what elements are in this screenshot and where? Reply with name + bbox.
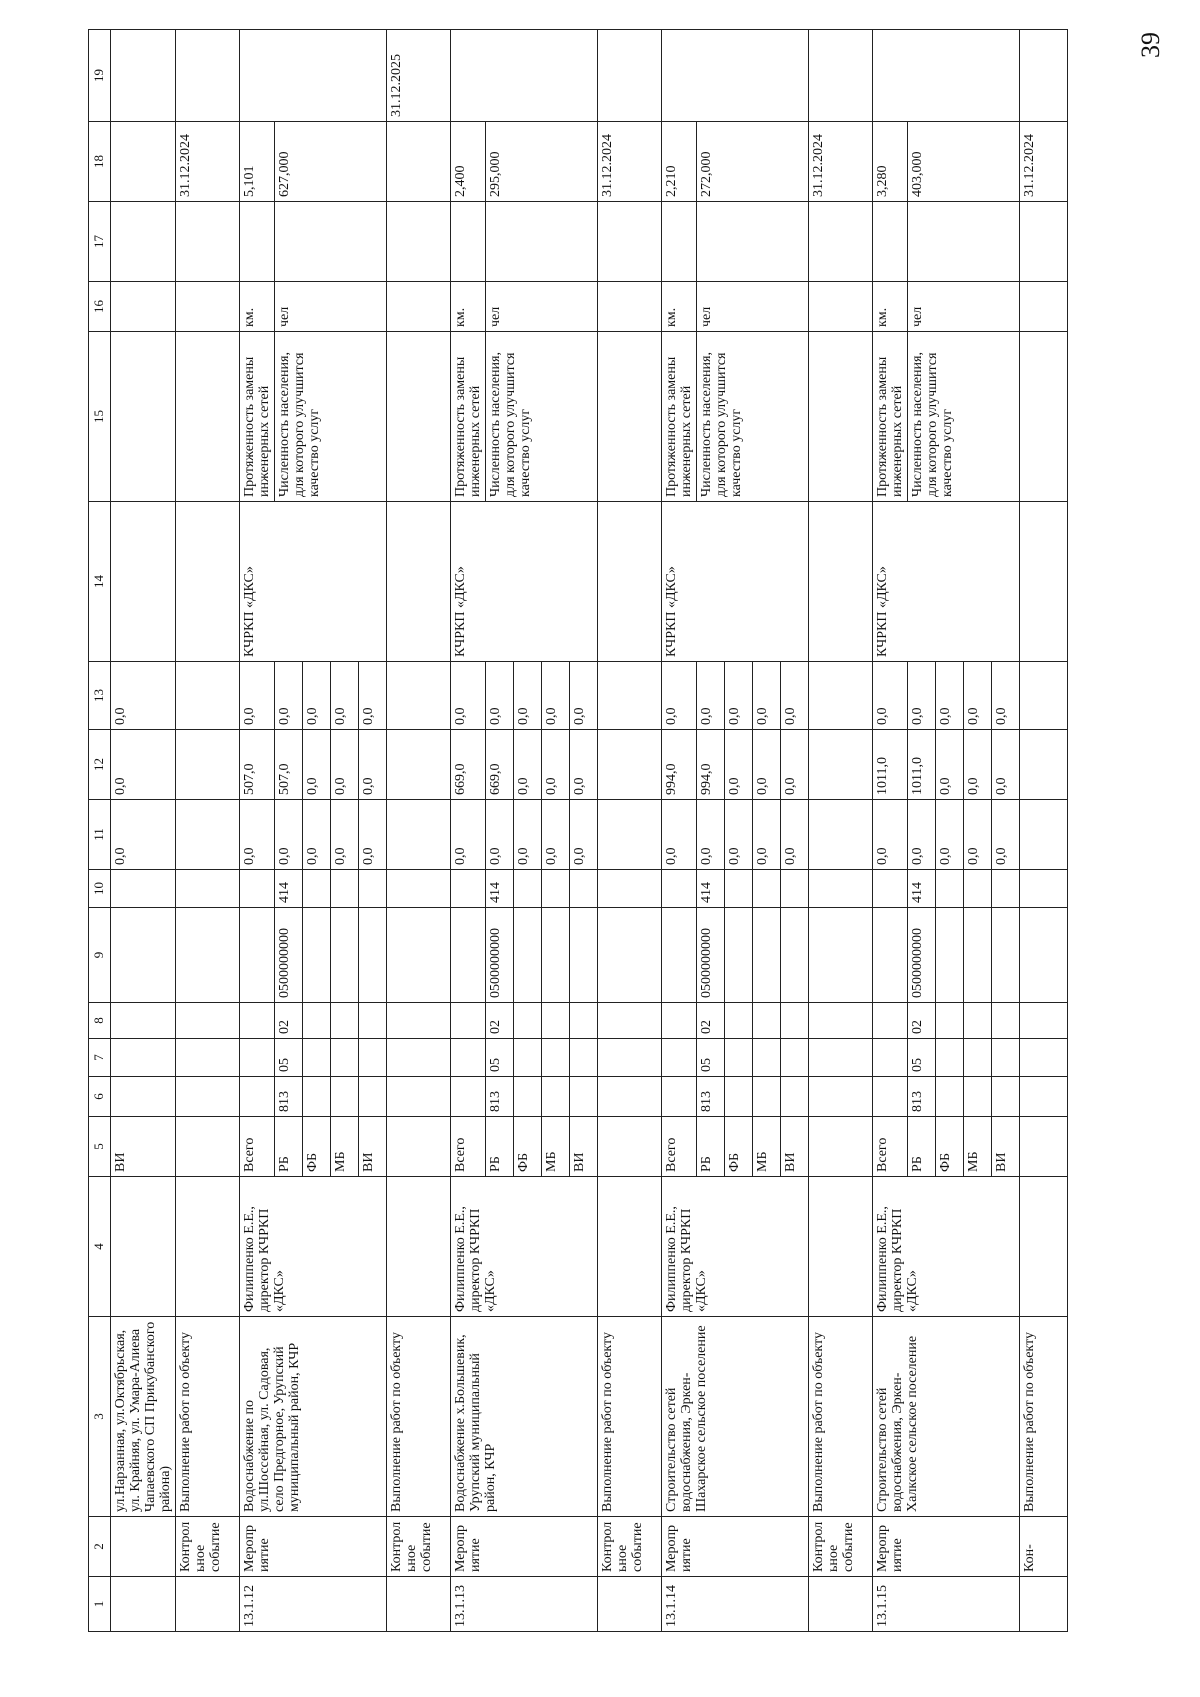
event-text: Выполнение работ по объекту — [598, 1317, 662, 1517]
measure-executor: Филиппенко Е.Е., директор КЧРКП «ДКС» — [662, 1177, 809, 1317]
budget-code-c8 — [662, 1003, 697, 1039]
indicator-name: Протяженность замены инженерных сетей — [451, 332, 486, 502]
budget-code-c7 — [753, 1039, 781, 1077]
value-cell: 0,0 — [662, 800, 697, 870]
value-cell: 0,0 — [873, 662, 908, 730]
indicator-value: 2,210 — [662, 122, 697, 202]
budget-code-c9 — [451, 908, 486, 1003]
control-event-row — [387, 30, 451, 1632]
budget-code-c6: 813 — [908, 1077, 936, 1117]
funding-source: ФБ — [514, 1117, 542, 1177]
col-head: 10 — [89, 870, 111, 908]
value-cell: 0,0 — [964, 730, 992, 800]
budget-code-c9 — [514, 908, 542, 1003]
event-date: 31.12.2024 — [598, 122, 662, 202]
budget-code-c10: 414 — [486, 870, 514, 908]
budget-code-c6 — [303, 1077, 331, 1117]
value-cell: 507,0 — [275, 730, 303, 800]
budget-code-c6: 813 — [697, 1077, 725, 1117]
value-cell: 669,0 — [451, 730, 486, 800]
event-date — [387, 122, 451, 202]
budget-code-c10 — [514, 870, 542, 908]
event-text: Выполнение работ по объекту — [1020, 1317, 1068, 1517]
event-date-col19 — [598, 30, 662, 122]
column-number-row — [89, 30, 111, 1632]
event-date: 31.12.2024 — [809, 122, 873, 202]
budget-code-c8 — [359, 1003, 387, 1039]
budget-code-c10 — [542, 870, 570, 908]
budget-code-c8 — [514, 1003, 542, 1039]
budget-code-c8 — [303, 1003, 331, 1039]
value-cell: 507,0 — [240, 730, 275, 800]
funding-source: ВИ — [570, 1117, 598, 1177]
budget-code-c6 — [514, 1077, 542, 1117]
value-cell: 0,0 — [359, 662, 387, 730]
indicator-value: 295,000 — [486, 122, 598, 202]
funding-source: ФБ — [303, 1117, 331, 1177]
budget-code-c9 — [240, 908, 275, 1003]
budget-code-c7 — [514, 1039, 542, 1077]
value-cell: 0,0 — [753, 662, 781, 730]
col-head: 15 — [89, 332, 111, 502]
contractor: КЧРКП «ДКС» — [451, 502, 598, 662]
budget-code-c10: 414 — [697, 870, 725, 908]
budget-code-c10 — [331, 870, 359, 908]
measure-name: Строительство сетей водоснабжения, Эркен-Шахарское сельское поселение — [662, 1317, 809, 1517]
measure-name: Строительство сетей водоснабжения, Эркен-Халкское сельское поселение — [873, 1317, 1020, 1517]
budget-code-c7 — [964, 1039, 992, 1077]
budget-code-c9 — [873, 908, 908, 1003]
budget-code-c7 — [992, 1039, 1020, 1077]
col-head: 18 — [89, 122, 111, 202]
col-head: 17 — [89, 202, 111, 282]
budget-code-c8 — [873, 1003, 908, 1039]
value-cell: 0,0 — [936, 800, 964, 870]
budget-code-c9 — [331, 908, 359, 1003]
value-cell: 0,0 — [514, 800, 542, 870]
value-cell: 0,0 — [303, 800, 331, 870]
budget-code-c6 — [873, 1077, 908, 1117]
value-cell: 0,0 — [781, 662, 809, 730]
indicator-value: 5,101 — [240, 122, 275, 202]
budget-code-c8 — [753, 1003, 781, 1039]
value-cell: 0,0 — [992, 730, 1020, 800]
budget-code-c8 — [570, 1003, 598, 1039]
col-head: 14 — [89, 502, 111, 662]
value-cell: 0,0 — [570, 662, 598, 730]
value-cell: 0,0 — [725, 662, 753, 730]
budget-code-c6 — [781, 1077, 809, 1117]
budget-code-c8 — [964, 1003, 992, 1039]
budget-code-c9 — [359, 908, 387, 1003]
value-cell: 0,0 — [753, 730, 781, 800]
object-address: ул.Нарзанная, ул.Октябрьская, ул. Крайняя, ул. Умара-Алиева Чапаевского СП Прикубанского района) — [111, 1317, 176, 1517]
value-cell: 0,0 — [331, 730, 359, 800]
value-cell: 0,0 — [936, 730, 964, 800]
budget-code-c6 — [725, 1077, 753, 1117]
indicator-unit: чел — [275, 282, 387, 332]
budget-code-c6 — [662, 1077, 697, 1117]
budget-code-c6 — [992, 1077, 1020, 1117]
measure-kind: Мероприятие — [873, 1517, 1020, 1577]
col-head: 13 — [89, 662, 111, 730]
funding-source: МБ — [964, 1117, 992, 1177]
budget-code-c8 — [936, 1003, 964, 1039]
value-cell: 0,0 — [486, 662, 514, 730]
funding-source: ВИ — [992, 1117, 1020, 1177]
budget-code-c7 — [781, 1039, 809, 1077]
funding-source: МБ — [542, 1117, 570, 1177]
value-cell: 0,0 — [331, 800, 359, 870]
budget-code-c7 — [936, 1039, 964, 1077]
budget-code-c9 — [725, 908, 753, 1003]
value-cell: 669,0 — [486, 730, 514, 800]
budget-code-c6 — [542, 1077, 570, 1117]
value-cell: 0,0 — [303, 662, 331, 730]
page-number: 39 — [1136, 32, 1165, 58]
budget-code-c8 — [240, 1003, 275, 1039]
event-text: Выполнение работ по объекту — [809, 1317, 873, 1517]
value-cell: 0,0 — [451, 662, 486, 730]
value-cell: 0,0 — [753, 800, 781, 870]
value-cell: 0,0 — [570, 730, 598, 800]
budget-code-c8 — [781, 1003, 809, 1039]
indicator-name: Протяженность замены инженерных сетей — [873, 332, 908, 502]
budget-code-c10 — [451, 870, 486, 908]
measure-kind: Мероприятие — [240, 1517, 387, 1577]
budget-code-c8 — [451, 1003, 486, 1039]
budget-code-c6 — [570, 1077, 598, 1117]
budget-code-c7 — [570, 1039, 598, 1077]
measure-name: Водоснабжение по ул.Шоссейная, ул. Садовая, село Предгорное, Урупский муниципальный район, КЧР — [240, 1317, 387, 1517]
budget-code-c9: 0500000000 — [908, 908, 936, 1003]
budget-code-c7 — [303, 1039, 331, 1077]
budget-code-c6 — [753, 1077, 781, 1117]
contractor: КЧРКП «ДКС» — [873, 502, 1020, 662]
budget-code-c7: 05 — [908, 1039, 936, 1077]
value-cell: 994,0 — [662, 730, 697, 800]
budget-code-c10 — [992, 870, 1020, 908]
budget-code-c10 — [725, 870, 753, 908]
indicator-name: Численность населения, для которого улучшится качество услуг — [275, 332, 387, 502]
funding-source: ВИ — [781, 1117, 809, 1177]
budget-code-c8 — [331, 1003, 359, 1039]
event-date-col19 — [809, 30, 873, 122]
col-head: 8 — [89, 1003, 111, 1039]
indicator-unit: чел — [697, 282, 809, 332]
budget-code-c10 — [570, 870, 598, 908]
budget-code-c8: 02 — [486, 1003, 514, 1039]
plan-table — [88, 29, 1068, 1632]
budget-code-c7 — [359, 1039, 387, 1077]
col-head: 4 — [89, 1177, 111, 1317]
value-cell: 0,0 — [908, 662, 936, 730]
budget-code-c10 — [240, 870, 275, 908]
budget-code-c7 — [240, 1039, 275, 1077]
budget-code-c7 — [451, 1039, 486, 1077]
value-cell: 0,0 — [725, 800, 753, 870]
budget-code-c10 — [873, 870, 908, 908]
budget-code-c8 — [992, 1003, 1020, 1039]
value-cell: 0,0 — [570, 800, 598, 870]
col-head: 7 — [89, 1039, 111, 1077]
col-head: 16 — [89, 282, 111, 332]
value-cell: 0,0 — [873, 800, 908, 870]
indicator-unit: км. — [662, 282, 697, 332]
value-cell: 0,0 — [697, 800, 725, 870]
budget-code-c9 — [753, 908, 781, 1003]
budget-code-c8 — [725, 1003, 753, 1039]
value-cell: 0,0 — [542, 662, 570, 730]
indicator-value: 2,400 — [451, 122, 486, 202]
indicator-name: Численность населения, для которого улучшится качество услуг — [697, 332, 809, 502]
budget-code-c10 — [753, 870, 781, 908]
funding-source: Всего — [873, 1117, 908, 1177]
indicator-value: 627,000 — [275, 122, 387, 202]
control-event-row — [598, 30, 662, 1632]
col-head: 1 — [89, 1577, 111, 1632]
budget-code-c7 — [331, 1039, 359, 1077]
budget-code-c9 — [964, 908, 992, 1003]
value-cell: 0,0 — [781, 730, 809, 800]
value-cell: 0,0 — [111, 662, 176, 730]
budget-code-c9: 0500000000 — [486, 908, 514, 1003]
value-cell: 0,0 — [781, 800, 809, 870]
measure-row — [662, 30, 697, 1632]
measure-row — [451, 30, 486, 1632]
budget-code-c10: 414 — [908, 870, 936, 908]
indicator-unit: км. — [451, 282, 486, 332]
budget-code-c9 — [992, 908, 1020, 1003]
rotated-page-content — [88, 40, 1138, 1632]
budget-code-c9 — [542, 908, 570, 1003]
budget-code-c6 — [359, 1077, 387, 1117]
value-cell: 1011,0 — [908, 730, 936, 800]
event-kind: Контрольное событие — [809, 1517, 873, 1577]
event-date-col19: 31.12.2025 — [387, 30, 451, 122]
value-cell: 0,0 — [725, 730, 753, 800]
value-cell: 0,0 — [451, 800, 486, 870]
funding-source: МБ — [331, 1117, 359, 1177]
budget-code-c7 — [873, 1039, 908, 1077]
measure-name: Водоснабжение х.Большевик, Урупский муниципальный район, КЧР — [451, 1317, 598, 1517]
measure-number: 13.1.15 — [873, 1577, 1020, 1632]
value-cell: 0,0 — [992, 800, 1020, 870]
value-cell: 0,0 — [359, 730, 387, 800]
budget-code-c7 — [542, 1039, 570, 1077]
budget-code-c10 — [964, 870, 992, 908]
budget-code-c8: 02 — [275, 1003, 303, 1039]
budget-code-c6 — [331, 1077, 359, 1117]
funding-source: ФБ — [725, 1117, 753, 1177]
value-cell: 0,0 — [275, 662, 303, 730]
event-date-col19 — [176, 30, 240, 122]
value-cell: 0,0 — [359, 800, 387, 870]
value-cell: 994,0 — [697, 730, 725, 800]
funding-source: Всего — [240, 1117, 275, 1177]
measure-row — [873, 30, 908, 1632]
measure-kind: Мероприятие — [451, 1517, 598, 1577]
value-cell: 0,0 — [964, 662, 992, 730]
funding-source: РБ — [275, 1117, 303, 1177]
indicator-name: Численность населения, для которого улучшится качество услуг — [486, 332, 598, 502]
budget-code-c8: 02 — [908, 1003, 936, 1039]
control-event-row — [1020, 30, 1068, 1632]
budget-code-c7: 05 — [275, 1039, 303, 1077]
budget-code-c6 — [240, 1077, 275, 1117]
col-head: 9 — [89, 908, 111, 1003]
funding-source: ФБ — [936, 1117, 964, 1177]
funding-source: РБ — [697, 1117, 725, 1177]
event-text: Выполнение работ по объекту — [176, 1317, 240, 1517]
event-text: Выполнение работ по объекту — [387, 1317, 451, 1517]
measure-executor: Филиппенко Е.Е., директор КЧРКП «ДКС» — [240, 1177, 387, 1317]
indicator-value: 3,280 — [873, 122, 908, 202]
budget-code-c9 — [781, 908, 809, 1003]
event-date: 31.12.2024 — [1020, 122, 1068, 202]
indicator-name: Численность населения, для которого улучшится качество услуг — [908, 332, 1020, 502]
budget-code-c9: 0500000000 — [275, 908, 303, 1003]
value-cell: 0,0 — [111, 800, 176, 870]
event-kind: Контрольное событие — [598, 1517, 662, 1577]
value-cell: 0,0 — [486, 800, 514, 870]
indicator-unit: чел — [908, 282, 1020, 332]
event-kind: Контрольное событие — [176, 1517, 240, 1577]
indicator-name: Протяженность замены инженерных сетей — [662, 332, 697, 502]
col-head: 11 — [89, 800, 111, 870]
value-cell: 0,0 — [303, 730, 331, 800]
budget-code-c6: 813 — [275, 1077, 303, 1117]
value-cell: 0,0 — [908, 800, 936, 870]
funding-source: МБ — [753, 1117, 781, 1177]
measure-number: 13.1.12 — [240, 1577, 387, 1632]
indicator-unit: км. — [240, 282, 275, 332]
budget-code-c10 — [303, 870, 331, 908]
measure-number: 13.1.13 — [451, 1577, 598, 1632]
control-event-row — [809, 30, 873, 1632]
measure-executor: Филиппенко Е.Е., директор КЧРКП «ДКС» — [451, 1177, 598, 1317]
indicator-unit: км. — [873, 282, 908, 332]
measure-number: 13.1.14 — [662, 1577, 809, 1632]
value-cell: 0,0 — [514, 730, 542, 800]
event-date: 31.12.2024 — [176, 122, 240, 202]
funding-source: Всего — [662, 1117, 697, 1177]
value-cell: 0,0 — [542, 730, 570, 800]
value-cell: 0,0 — [111, 730, 176, 800]
budget-code-c7 — [725, 1039, 753, 1077]
funding-source: ВИ — [359, 1117, 387, 1177]
source-cell: ВИ — [111, 1117, 176, 1177]
budget-code-c9 — [662, 908, 697, 1003]
measure-row — [240, 30, 275, 1632]
budget-code-c9 — [936, 908, 964, 1003]
contractor: КЧРКП «ДКС» — [240, 502, 387, 662]
continued-row — [111, 30, 176, 1632]
measure-kind: Мероприятие — [662, 1517, 809, 1577]
budget-code-c7 — [662, 1039, 697, 1077]
indicator-value: 403,000 — [908, 122, 1020, 202]
budget-code-c9 — [570, 908, 598, 1003]
control-event-row — [176, 30, 240, 1632]
value-cell: 0,0 — [697, 662, 725, 730]
funding-source: РБ — [486, 1117, 514, 1177]
budget-code-c6 — [936, 1077, 964, 1117]
value-cell: 0,0 — [331, 662, 359, 730]
col-head: 2 — [89, 1517, 111, 1577]
value-cell: 0,0 — [275, 800, 303, 870]
budget-code-c7: 05 — [486, 1039, 514, 1077]
budget-code-c10: 414 — [275, 870, 303, 908]
budget-code-c10 — [781, 870, 809, 908]
col-head: 19 — [89, 30, 111, 122]
budget-code-c6 — [451, 1077, 486, 1117]
value-cell: 0,0 — [936, 662, 964, 730]
value-cell: 0,0 — [240, 662, 275, 730]
indicator-value: 272,000 — [697, 122, 809, 202]
budget-code-c6 — [964, 1077, 992, 1117]
col-head: 3 — [89, 1317, 111, 1517]
budget-code-c9 — [303, 908, 331, 1003]
contractor: КЧРКП «ДКС» — [662, 502, 809, 662]
budget-code-c10 — [662, 870, 697, 908]
value-cell: 0,0 — [662, 662, 697, 730]
event-kind: Контрольное событие — [387, 1517, 451, 1577]
col-head: 5 — [89, 1117, 111, 1177]
event-kind: Кон- — [1020, 1517, 1068, 1577]
col-head: 12 — [89, 730, 111, 800]
col-head: 6 — [89, 1077, 111, 1117]
measure-executor: Филиппенко Е.Е., директор КЧРКП «ДКС» — [873, 1177, 1020, 1317]
value-cell: 0,0 — [992, 662, 1020, 730]
funding-source: РБ — [908, 1117, 936, 1177]
value-cell: 0,0 — [514, 662, 542, 730]
budget-code-c9: 0500000000 — [697, 908, 725, 1003]
value-cell: 0,0 — [964, 800, 992, 870]
value-cell: 0,0 — [240, 800, 275, 870]
value-cell: 0,0 — [542, 800, 570, 870]
indicator-name: Протяженность замены инженерных сетей — [240, 332, 275, 502]
budget-code-c8 — [542, 1003, 570, 1039]
budget-code-c6: 813 — [486, 1077, 514, 1117]
indicator-unit: чел — [486, 282, 598, 332]
budget-code-c7: 05 — [697, 1039, 725, 1077]
budget-code-c10 — [936, 870, 964, 908]
budget-code-c8: 02 — [697, 1003, 725, 1039]
funding-source: Всего — [451, 1117, 486, 1177]
budget-code-c10 — [359, 870, 387, 908]
value-cell: 1011,0 — [873, 730, 908, 800]
